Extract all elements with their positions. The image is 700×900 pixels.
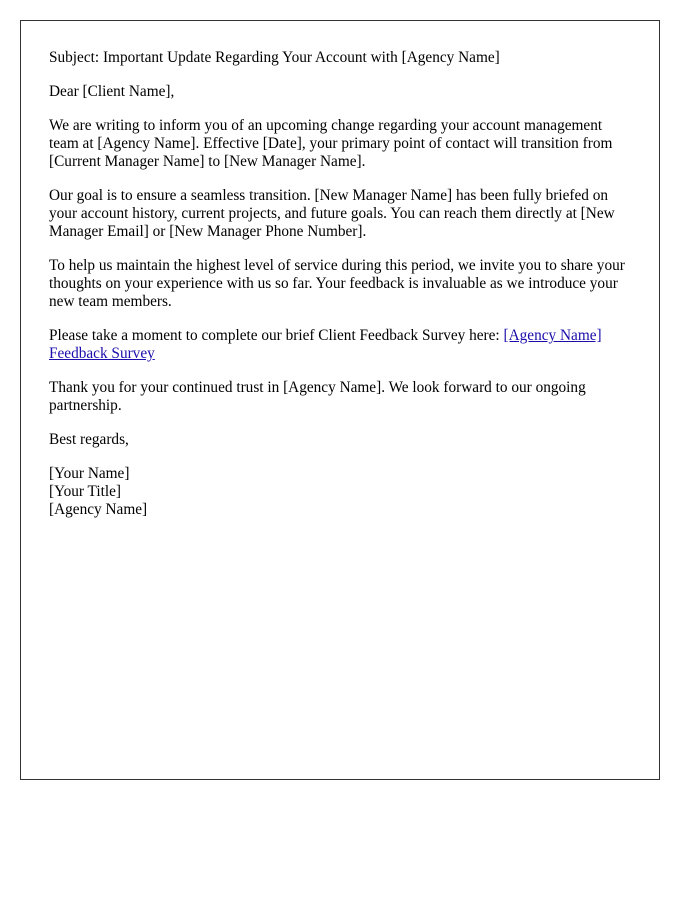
subject-line: Subject: Important Update Regarding Your Account with [Agency Name] bbox=[49, 49, 500, 66]
body-paragraph-transition: Our goal is to ensure a seamless transition. [New Manager Name] has been fully briefed on your account history, current projects, and future goals. You can reach them directly at [New Manager Email] or [New Manager Phone Number]. bbox=[49, 187, 615, 240]
signature-title: [Your Title] bbox=[49, 483, 121, 500]
body-paragraph-intro: We are writing to inform you of an upcoming change regarding your account management team at [Agency Name]. Effective [Date], your primary point of contact will transition from [Current Manager Name] to [New Manager Name]. bbox=[49, 117, 613, 170]
signature-block bbox=[49, 465, 631, 519]
signature-name: [Your Name] bbox=[49, 465, 130, 482]
closing: Best regards, bbox=[49, 431, 129, 448]
survey-prompt: Please take a moment to complete our brief Client Feedback Survey here: bbox=[49, 327, 504, 344]
body-paragraph-thanks: Thank you for your continued trust in [Agency Name]. We look forward to our ongoing partnership. bbox=[49, 379, 586, 414]
greeting: Dear [Client Name], bbox=[49, 83, 175, 100]
signature-agency: [Agency Name] bbox=[49, 501, 148, 518]
letter-container bbox=[20, 20, 660, 780]
survey-link[interactable]: [Agency Name] Feedback Survey bbox=[49, 327, 602, 362]
survey-paragraph bbox=[49, 327, 631, 363]
body-paragraph-feedback: To help us maintain the highest level of service during this period, we invite you to share your thoughts on your experience with us so far. Your feedback is invaluable as we introduce your new team members. bbox=[49, 257, 625, 310]
